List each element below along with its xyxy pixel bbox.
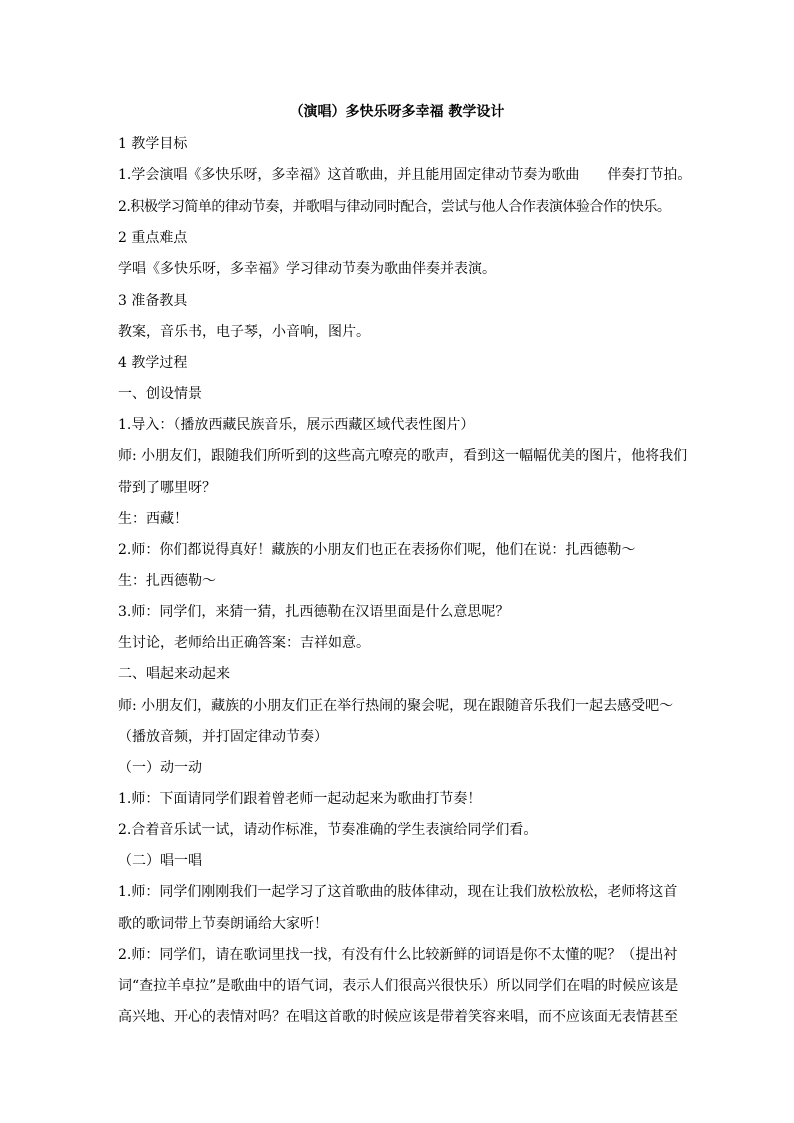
key-heading: 2 重点难点 bbox=[118, 230, 188, 246]
prep-text: 教案，音乐书，电子琴，小音响，图片。 bbox=[118, 324, 370, 340]
paragraph-sing-1a: 1.师：同学们刚刚我们一起学习了这首歌曲的肢体律动，现在让我们放松放松，老师将这首 bbox=[118, 884, 678, 900]
goal-2: 2.积极学习简单的律动节奏，并歌唱与律动同时配合，尝试与他人合作表演体验合作的快乐。 bbox=[118, 199, 671, 215]
paragraph-sing-1b: 歌的歌词带上节奏朗诵给大家听！ bbox=[118, 916, 328, 932]
paragraph-student-1: 生：西藏！ bbox=[118, 511, 188, 527]
paragraph-teacher-1b: 带到了哪里呀？ bbox=[118, 480, 216, 496]
paragraph-sing-2c: 高兴地、开心的表情对吗？在唱这首歌的时候应该是带着笑容来唱，而不应该面无表情甚至 bbox=[118, 1009, 678, 1025]
paragraph-sing-2a: 2.师：同学们，请在歌词里找一找，有没有什么比较新鲜的词语是你不太懂的呢？（提出衬 bbox=[118, 947, 678, 963]
paragraph-teacher-2: 2.师：你们都说得真好！藏族的小朋友们也正在表扬你们呢，他们在说：扎西德勒～ bbox=[118, 542, 636, 558]
paragraph-intro: 1.导入：（播放西藏民族音乐，展示西藏区域代表性图片） bbox=[118, 417, 475, 433]
sub1-heading: （一）动一动 bbox=[118, 760, 202, 776]
paragraph-audio: （播放音频，并打固定律动节奏） bbox=[118, 729, 328, 745]
sub2-heading: （二）唱一唱 bbox=[118, 853, 202, 869]
paragraph-move-2: 2.合着音乐试一试，请动作标准，节奏准确的学生表演给同学们看。 bbox=[118, 822, 538, 838]
goals-heading: 1 教学目标 bbox=[118, 136, 188, 152]
key-text: 学唱《多快乐呀，多幸福》学习律动节奏为歌曲伴奏并表演。 bbox=[118, 261, 496, 277]
paragraph-teacher-3: 3.师：同学们，来猜一猜，扎西德勒在汉语里面是什么意思呢？ bbox=[118, 604, 510, 620]
goal-1-text: 1.学会演唱《多快乐呀，多幸福》这首歌曲，并且能用固定律动节奏为歌曲 bbox=[118, 167, 580, 183]
paragraph-student-2: 生：扎西德勒～ bbox=[118, 573, 216, 589]
paragraph-sing-2b: 词“查拉羊卓拉”是歌曲中的语气词，表示人们很高兴很快乐）所以同学们在唱的时候应该是 bbox=[118, 978, 679, 994]
goal-1 bbox=[118, 164, 691, 186]
document-title: （演唱）多快乐呀多幸福 教学设计 bbox=[289, 104, 505, 120]
paragraph-discussion: 生讨论，老师给出正确答案：吉祥如意。 bbox=[118, 635, 370, 651]
part2-heading: 二、唱起来动起来 bbox=[118, 666, 230, 682]
paragraph-teacher-1a: 师: 小朋友们，跟随我们所听到的这些高亢嘹亮的歌声，看到这一幅幅优美的图片，他将我们 bbox=[118, 448, 688, 464]
paragraph-teacher-4: 师: 小朋友们，藏族的小朋友们正在举行热闹的聚会呢，现在跟随音乐我们一起去感受吧～ bbox=[118, 698, 674, 714]
process-heading: 4 教学过程 bbox=[118, 355, 188, 371]
prep-heading: 3 准备教具 bbox=[118, 293, 188, 309]
paragraph-move-1: 1.师：下面请同学们跟着曾老师一起动起来为歌曲打节奏！ bbox=[118, 791, 482, 807]
part1-heading: 一、创设情景 bbox=[118, 386, 202, 402]
goal-1-text-end: 伴奏打节拍。 bbox=[607, 167, 692, 183]
